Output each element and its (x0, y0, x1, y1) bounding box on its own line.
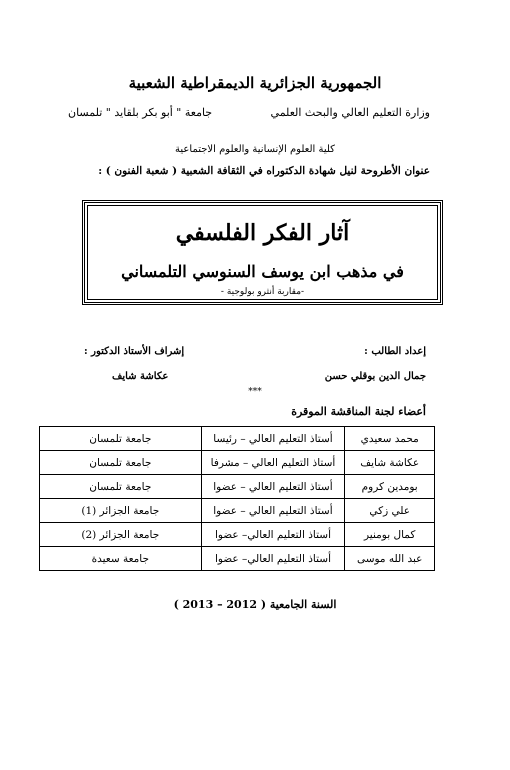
ministry-line: وزارة التعليم العالي والبحث العلمي (270, 106, 430, 119)
member-rank: أستاذ التعليم العالي – مشرفا (201, 451, 345, 475)
member-name: محمد سعيدي (345, 427, 435, 451)
member-institution: جامعة تلمسان (40, 475, 202, 499)
member-name: علي زكي (345, 499, 435, 523)
thesis-subtitle: في مذهب ابن يوسف السنوسي التلمساني (121, 262, 404, 281)
member-rank: أستاذ التعليم العالي– عضوا (201, 547, 345, 571)
table-row (40, 499, 435, 523)
member-rank: أستاذ التعليم العالي – عضوا (201, 499, 345, 523)
member-name: عكاشة شايف (345, 451, 435, 475)
thesis-approach: -مقاربة أنثرو بولوجية - (220, 287, 305, 297)
table-row (40, 427, 435, 451)
member-institution: جامعة تلمسان (40, 451, 202, 475)
supervisor-name: عكاشة شايف (112, 371, 169, 382)
prepared-by-label: إعداد الطالب : (364, 346, 426, 357)
member-institution: جامعة الجزائر (1) (40, 499, 202, 523)
member-name: عبد الله موسى (345, 547, 435, 571)
member-rank: أستاذ التعليم العالي – رئيسا (201, 427, 345, 451)
supervised-by-label: إشراف الأستاذ الدكتور : (84, 346, 185, 357)
faculty-line: كلية العلوم الإنسانية والعلوم الاجتماعية (175, 144, 335, 155)
committee-table (39, 426, 435, 571)
separator-stars: *** (248, 387, 262, 397)
member-name: بومدين كروم (345, 475, 435, 499)
university-line: جامعة " أبو بكر بلقايد " تلمسان (68, 106, 213, 119)
member-institution: جامعة تلمسان (40, 427, 202, 451)
thesis-intro-line: عنوان الأطروحة لنيل شهادة الدكتوراه في الثقافة الشعبية ( شعبة الفنون ) : (98, 165, 430, 177)
member-rank: أستاذ التعليم العالي– عضوا (201, 523, 345, 547)
thesis-main-title: آثار الفكر الفلسفي (175, 220, 350, 246)
table-row (40, 475, 435, 499)
member-rank: أستاذ التعليم العالي – عضوا (201, 475, 345, 499)
republic-heading: الجمهورية الجزائرية الديمقراطية الشعبية (128, 74, 382, 92)
table-row (40, 547, 435, 571)
committee-title: أعضاء لجنة المناقشة الموقرة (291, 405, 426, 418)
academic-year: السنة الجامعية ( 2012 – 2013 ) (173, 598, 337, 611)
member-name: كمال بومنير (345, 523, 435, 547)
student-name: جمال الدين بوقلي حسن (324, 371, 426, 382)
member-institution: جامعة الجزائر (2) (40, 523, 202, 547)
table-row (40, 451, 435, 475)
member-institution: جامعة سعيدة (40, 547, 202, 571)
table-row (40, 523, 435, 547)
